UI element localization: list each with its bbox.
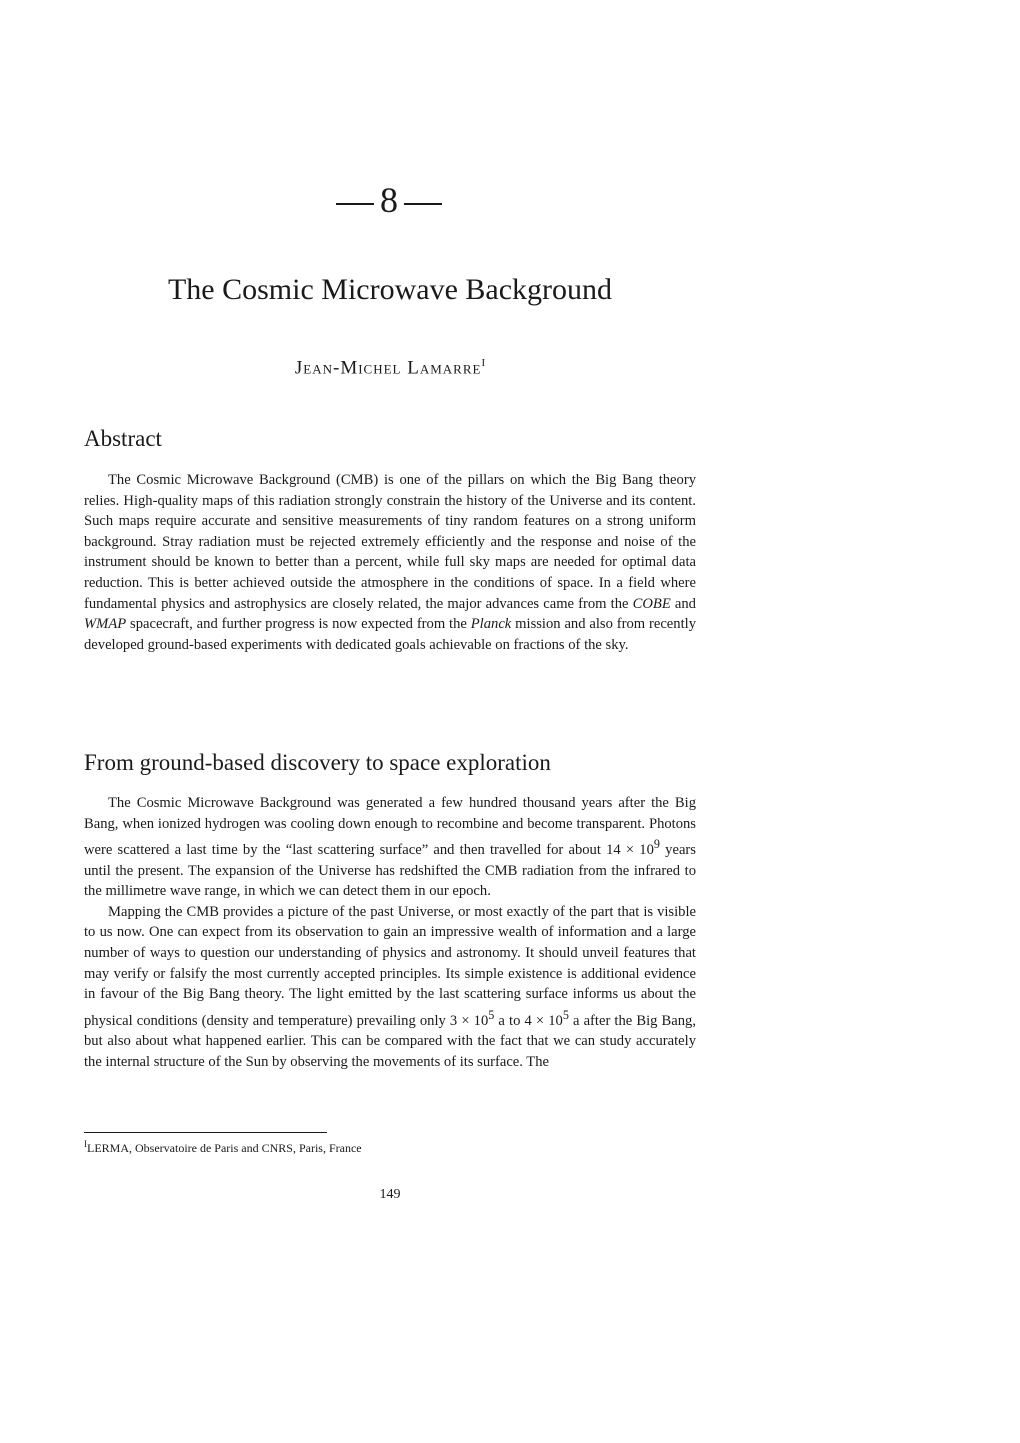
planck-mission: Planck	[470, 616, 512, 633]
abstract-body	[84, 470, 696, 655]
footnote	[84, 1136, 696, 1156]
footnote-mark: I	[84, 1139, 87, 1149]
chapter-dash-left	[336, 203, 374, 205]
chapter-number	[300, 178, 478, 222]
cobe-mission: COBE	[632, 595, 671, 612]
author-affiliation-mark: I	[481, 357, 486, 369]
abstract-paragraph: The Cosmic Microwave Background (CMB) is one of the pillars on which the Big Bang theory relies. High-quality maps of this radiation strongly constrain the history of the Universe and its content. Such maps require accurate and sensitive measurements of tiny random features on a strong uniform background. Stray radiation must be rejected extremely efficiently and the response and noise of the instrument should be known to better than a percent, while full sky maps are needed for optimal data reduction. This is better achieved outside the atmosphere in the conditions of space. In a field where fundamental physics and astrophysics are closely related, the major advances came from the COBE and WMAP spacecraft, and further progress is now expected from the Planck mission and also from recently developed ground-based experiments with dedicated goals achievable on fractions of the sky.	[84, 472, 696, 653]
section-body	[84, 793, 696, 1072]
abstract-heading: Abstract	[84, 426, 162, 451]
section-paragraph-2: Mapping the CMB provides a picture of the past Universe, or most exactly of the part that is visible to us now. One can expect from its observation to gain an impressive wealth of information and a large number of ways to question our understanding of physics and astronomy. It should unveil features that may verify or falsify the most currently accepted principles. Its simple existence is additional evidence in favour of the Big Bang theory. The light emitted by the last scattering surface informs us about the physical conditions (density and temperature) prevailing only $3 \times 10^5$ a to $4 \times 10^5$ a after the Big Bang, but also about what happened earlier. This can be compared with the fact that we can study accurately the internal structure of the Sun by observing the movements of its surface. The	[84, 903, 696, 1070]
wmap-mission: WMAP	[84, 616, 127, 633]
chapter-number-value: 8	[380, 180, 398, 220]
author-name: Jean-Michel Lamarre	[294, 357, 482, 379]
footnote-rule	[84, 1132, 327, 1133]
section-paragraph-1: The Cosmic Microwave Background was generated a few hundred thousand years after the Big Bang, when ionized hydrogen was cooling down enough to recombine and become transparent. Photons were scattered a last time by the “last scattering surface” and then travelled for about $14 \times 10^9$ years until the present. The expansion of the Universe has redshifted the CMB radiation from the infrared to the millimetre wave range, in which we can detect them in our epoch.	[84, 795, 696, 900]
chapter-dash-right	[404, 203, 442, 205]
author-line	[84, 350, 696, 381]
footnote-text: LERMA, Observatoire de Paris and CNRS, Paris, France	[87, 1141, 362, 1155]
section-heading: From ground-based discovery to space exploration	[84, 750, 551, 775]
page-number: 149	[379, 1187, 401, 1202]
chapter-title: The Cosmic Microwave Background	[167, 273, 613, 306]
